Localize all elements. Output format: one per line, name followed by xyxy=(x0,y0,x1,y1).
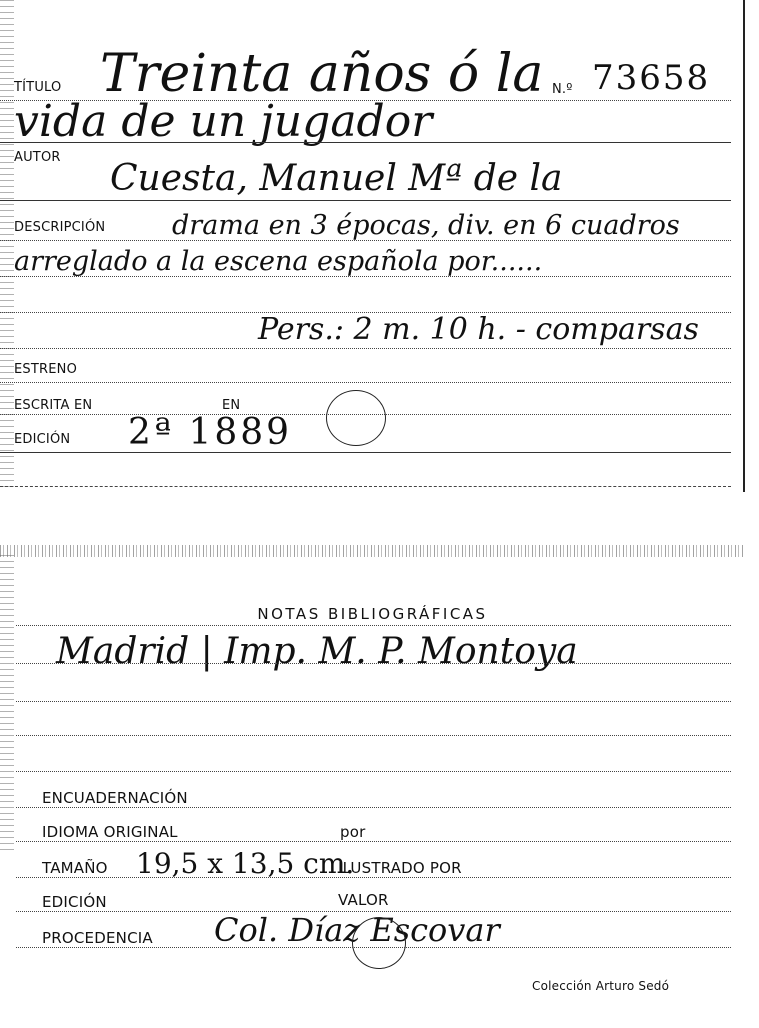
titulo-value-line2: vida de un jugador xyxy=(14,96,433,147)
rule xyxy=(0,240,731,241)
rule xyxy=(16,771,731,772)
autor-label: AUTOR xyxy=(14,150,61,165)
en-label: EN xyxy=(222,398,241,413)
numero-label: N.º xyxy=(552,82,573,97)
descripcion-label: DESCRIPCIÓN xyxy=(14,220,106,235)
titulo-value-line1: Treinta años ó la xyxy=(100,44,544,104)
rule xyxy=(16,841,731,842)
ilustrado-label: ILUSTRADO POR xyxy=(338,859,462,877)
notas-value-line1: Madrid | Imp. M. P. Montoya xyxy=(56,631,578,672)
edicion-label: EDICIÓN xyxy=(14,432,71,447)
rule xyxy=(0,142,731,143)
descripcion-value-line1: drama en 3 épocas, div. en 6 cuadros xyxy=(172,210,680,241)
scan-noise-top xyxy=(0,545,745,557)
rule xyxy=(16,735,731,736)
scan-noise xyxy=(0,555,14,855)
rule xyxy=(0,200,731,201)
scan-noise xyxy=(0,0,14,490)
catalog-card-back xyxy=(0,545,745,1015)
notas-heading: NOTAS BIBLIOGRÁFICAS xyxy=(257,605,488,623)
rule xyxy=(0,486,731,487)
numero-value: 73658 xyxy=(592,58,711,98)
catalog-card-front xyxy=(0,0,745,492)
procedencia-label: PROCEDENCIA xyxy=(42,929,153,947)
rule xyxy=(0,452,731,453)
rule xyxy=(0,348,731,349)
collection-footer: Colección Arturo Sedó xyxy=(532,979,670,993)
encuadernacion-label: ENCUADERNACIÓN xyxy=(42,789,188,807)
rule xyxy=(16,877,731,878)
card-right-border xyxy=(743,0,745,492)
edicion-value: 2ª 1889 xyxy=(128,412,293,453)
stamp-seal xyxy=(352,917,406,969)
por-label: por xyxy=(340,823,366,841)
escrita-label: ESCRITA EN xyxy=(14,398,93,413)
tamano-label: TAMAÑO xyxy=(42,859,108,877)
estreno-label: ESTRENO xyxy=(14,362,78,377)
idioma-label: IDIOMA ORIGINAL xyxy=(42,823,178,841)
rule xyxy=(16,701,731,702)
personajes-value: Pers.: 2 m. 10 h. - comparsas xyxy=(258,312,699,347)
edicion-label-2: EDICIÓN xyxy=(42,893,107,911)
rule xyxy=(16,807,731,808)
rule xyxy=(16,625,731,626)
titulo-label: TÍTULO xyxy=(14,80,62,95)
stamp-seal xyxy=(326,390,386,446)
rule xyxy=(0,276,731,277)
rule xyxy=(16,663,731,664)
autor-value: Cuesta, Manuel Mª de la xyxy=(110,158,563,199)
valor-label: VALOR xyxy=(338,891,389,909)
tamano-value: 19,5 x 13,5 cm. xyxy=(136,847,355,880)
procedencia-value: Col. Díaz Escovar xyxy=(214,911,500,949)
descripcion-value-line2: arreglado a la escena española por...... xyxy=(14,246,543,277)
rule xyxy=(0,382,731,383)
rule xyxy=(16,947,731,948)
